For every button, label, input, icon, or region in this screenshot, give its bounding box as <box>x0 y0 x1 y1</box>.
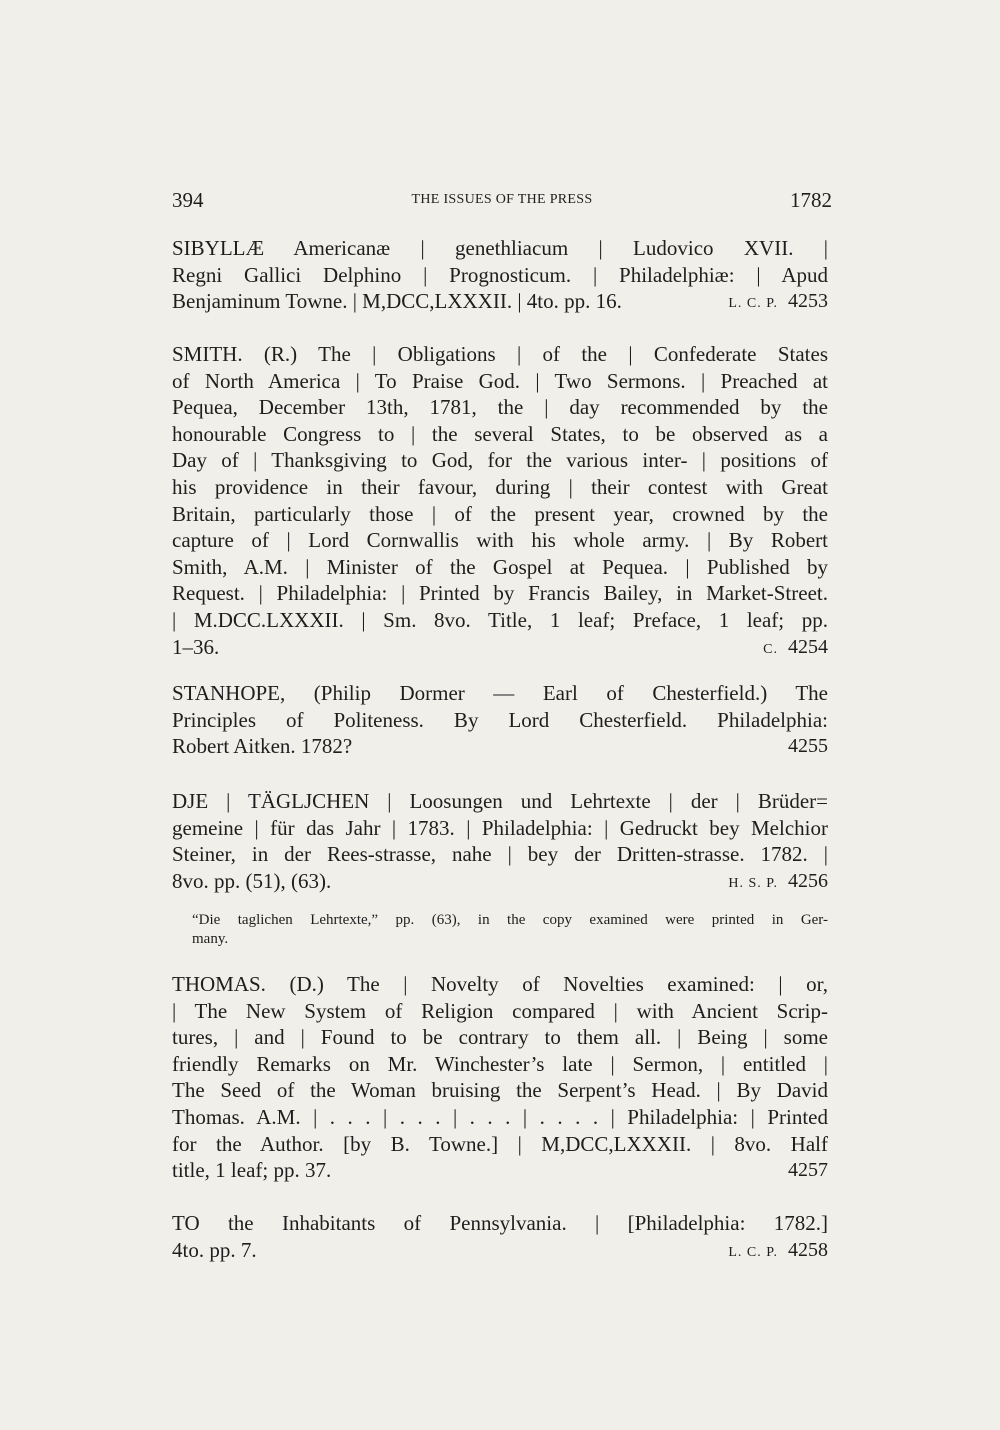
entry-line: honourable Congress to | the several States, to be observed as a <box>172 421 828 446</box>
entry-line: | The New System of Religion compared | with Ancient Scrip- <box>172 998 828 1023</box>
entry-4255 <box>172 680 828 760</box>
running-title: THE ISSUES OF THE PRESS <box>411 192 593 207</box>
location-code: H. S. P. <box>728 875 778 891</box>
entry-reference <box>788 1157 828 1184</box>
entry-line: DJE | TÄGLJCHEN | Loosungen und Lehrtexte | der | Brüder= <box>172 789 828 813</box>
entry-line: Smith, A.M. | Minister of the Gospel at Pequea. | Published by <box>172 554 828 579</box>
entry-line: 1–36. <box>172 634 220 659</box>
entry-line: Pequea, December 13th, 1781, the | day recommended by the <box>172 395 828 420</box>
entry-line: for the Author. [by B. Towne.] | M,DCC,LXXXII. | 8vo. Half <box>172 1131 828 1156</box>
entry-number: 4257 <box>788 1159 828 1182</box>
entry-line: Robert Aitken. 1782? <box>172 734 353 759</box>
entry-4258 <box>172 1210 828 1266</box>
entry-reference <box>788 733 828 760</box>
running-year: 1782 <box>790 188 832 212</box>
entry-line: capture of | Lord Cornwallis with his whole army. | By Robert <box>172 528 828 553</box>
entry-line: STANHOPE, (Philip Dormer — Earl of Chesterfield.) The <box>172 681 828 705</box>
entry-number: 4256 <box>788 869 828 892</box>
location-code: L. C. P. <box>728 296 778 312</box>
entry-line: Regni Gallici Delphino | Prognosticum. | Philadelphiæ: | Apud <box>172 262 828 287</box>
location-code: L. C. P. <box>728 1244 778 1260</box>
entry-line: of North America | To Praise God. | Two Sermons. | Preached at <box>172 368 828 393</box>
entry-line: | M.DCC.LXXXII. | Sm. 8vo. Title, 1 leaf; Preface, 1 leaf; pp. <box>172 607 828 632</box>
entry-number: 4255 <box>788 735 828 758</box>
entry-line: friendly Remarks on Mr. Winchester’s late | Sermon, | entitled | <box>172 1051 828 1076</box>
entry-line-last <box>172 868 828 895</box>
entry-line: TO the Inhabitants of Pennsylvania. | [Philadelphia: 1782.] <box>172 1211 828 1235</box>
entry-line-last <box>172 634 828 661</box>
entry-line: 8vo. pp. (51), (63). <box>172 868 332 893</box>
entry-line: gemeine | für das Jahr | 1783. | Philadelphia: | Gedruckt bey Melchior <box>172 815 828 840</box>
entry-reference <box>728 288 828 318</box>
running-head <box>172 188 832 218</box>
entry-line: The Seed of the Woman bruising the Serpent’s Head. | By David <box>172 1078 828 1103</box>
entry-number: 4254 <box>788 635 828 658</box>
entry-number: 4258 <box>788 1238 828 1261</box>
entry-line: 4to. pp. 7. <box>172 1237 257 1262</box>
entry-4254 <box>172 341 828 663</box>
entry-line: SMITH. (R.) The | Obligations | of the | Confederate States <box>172 342 828 366</box>
entry-line: Day of | Thanksgiving to God, for the various inter- | positions of <box>172 448 828 473</box>
page-number: 394 <box>172 188 204 212</box>
entry-4257 <box>172 971 828 1184</box>
entry-line-last <box>172 1157 828 1184</box>
entry-4256-note <box>192 911 828 949</box>
entry-line: Request. | Philadelphia: | Printed by Francis Bailey, in Market-Street. <box>172 581 828 606</box>
entry-line: Steiner, in der Rees-strasse, nahe | bey der Dritten-strasse. 1782. | <box>172 842 828 867</box>
entry-line: SIBYLLÆ Americanæ | genethliacum | Ludovico XVII. | <box>172 236 828 260</box>
location-code: C. <box>763 641 778 657</box>
entry-line: title, 1 leaf; pp. 37. <box>172 1158 332 1183</box>
entry-line: his providence in their favour, during | their contest with Great <box>172 474 828 499</box>
note-line: many. <box>192 931 229 947</box>
entry-line: THOMAS. (D.) The | Novelty of Novelties examined: | or, <box>172 972 828 996</box>
entry-line: Thomas. A.M. | . . . | . . . | . . . | . . . . | Philadelphia: | Printed <box>172 1104 828 1129</box>
entry-line-last <box>172 733 828 760</box>
entry-number: 4253 <box>788 290 828 313</box>
entry-line: Benjaminum Towne. | M,DCC,LXXXII. | 4to. pp. 16. <box>172 289 622 314</box>
entry-line-last <box>172 288 828 315</box>
note-line: “Die taglichen Lehrtexte,” pp. (63), in the copy examined were printed in Ger- <box>192 912 828 928</box>
entry-line: Principles of Politeness. By Lord Chesterfield. Philadelphia: <box>172 707 828 732</box>
entry-line-last <box>172 1237 828 1264</box>
entry-4253 <box>172 235 828 318</box>
entry-reference <box>728 1237 828 1267</box>
entry-4256 <box>172 788 828 897</box>
entry-line: tures, | and | Found to be contrary to them all. | Being | some <box>172 1025 828 1050</box>
entry-reference <box>728 868 828 898</box>
entry-line: Britain, particularly those | of the present year, crowned by the <box>172 501 828 526</box>
entry-reference <box>763 634 828 664</box>
